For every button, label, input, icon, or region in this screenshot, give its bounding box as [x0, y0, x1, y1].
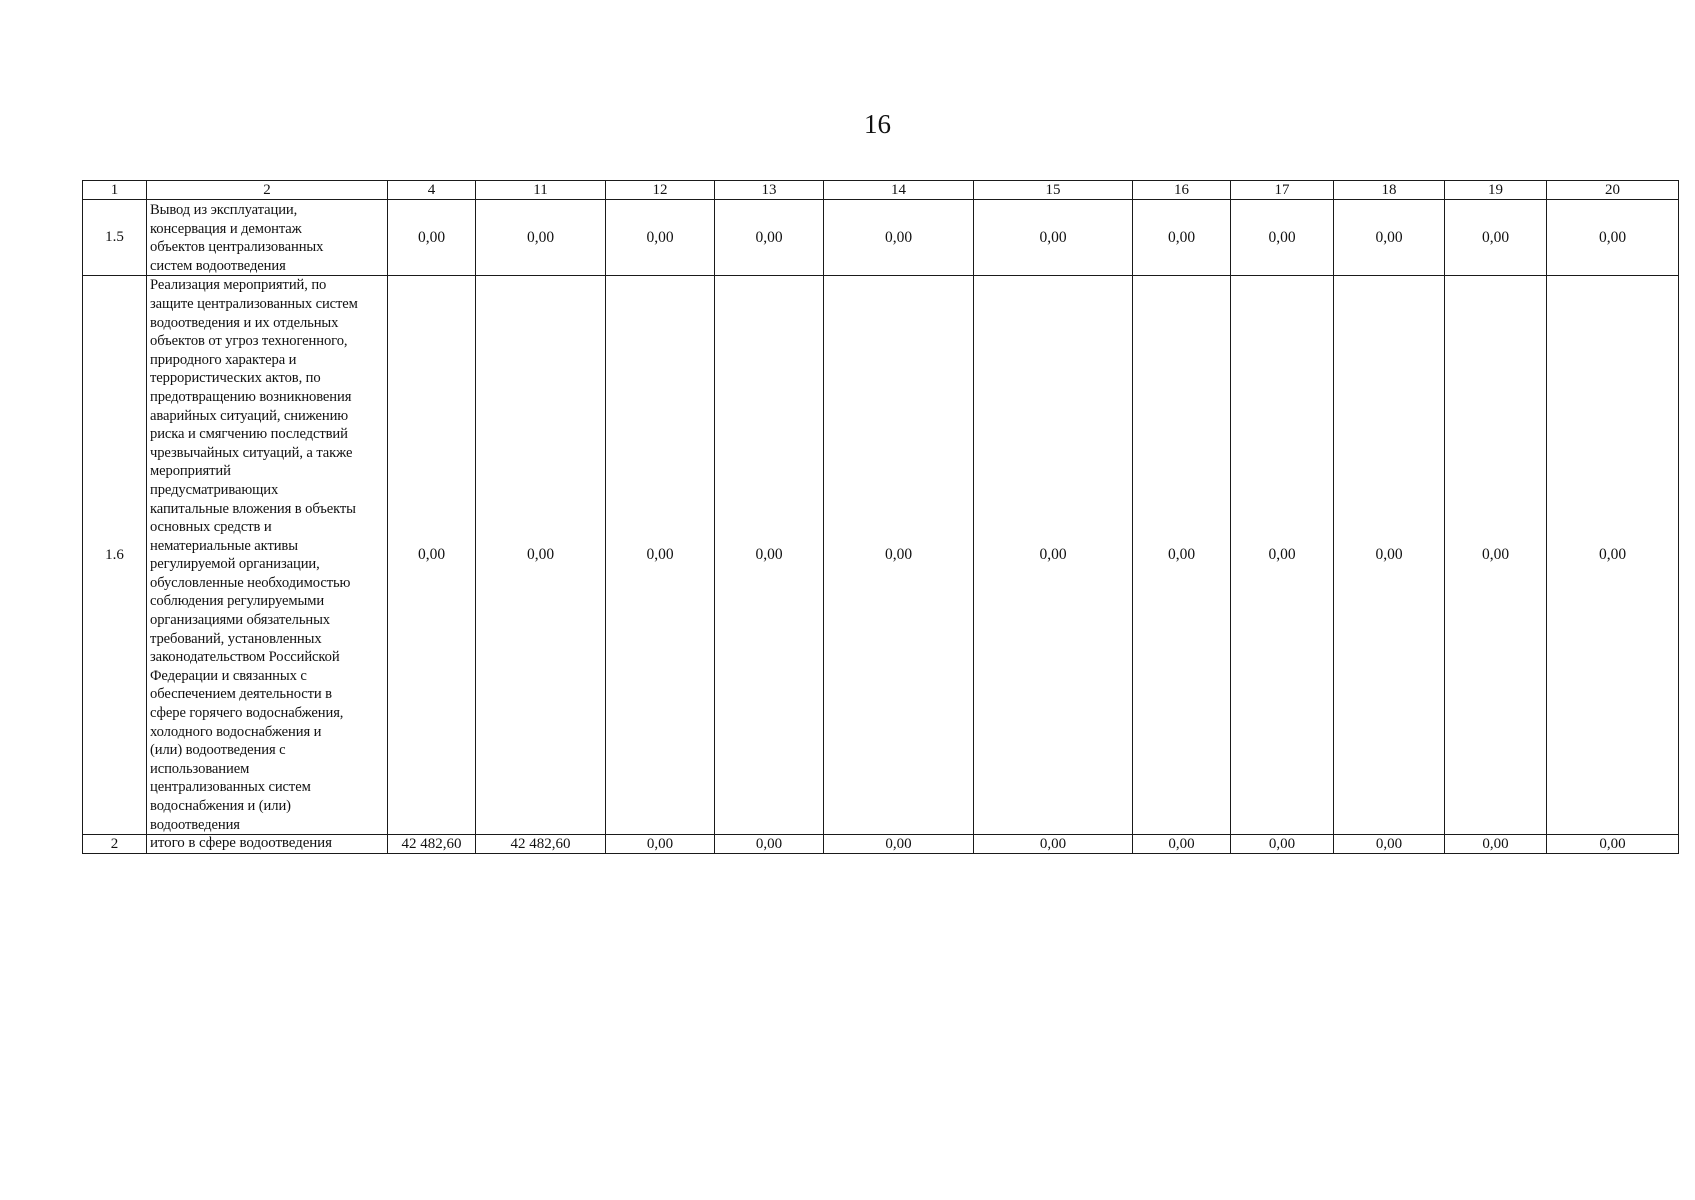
column-header: 2: [147, 181, 388, 200]
row-description: итого в сфере водоотведения: [147, 835, 388, 854]
value-cell: 0,00: [1547, 200, 1679, 276]
value-cell: 0,00: [1334, 835, 1445, 854]
table-row: [83, 276, 1679, 835]
value-cell: 0,00: [1133, 200, 1231, 276]
value-cell: 0,00: [824, 276, 974, 835]
value-cell: 0,00: [1231, 276, 1334, 835]
header-row: [83, 181, 1679, 200]
value-cell: 0,00: [1334, 200, 1445, 276]
value-cell: 42 482,60: [388, 835, 476, 854]
value-cell: 0,00: [388, 276, 476, 835]
value-cell: 0,00: [1547, 276, 1679, 835]
row-number: 1.6: [83, 276, 147, 835]
value-cell: 0,00: [824, 200, 974, 276]
column-header: 14: [824, 181, 974, 200]
value-cell: 0,00: [974, 835, 1133, 854]
column-header: 16: [1133, 181, 1231, 200]
column-header: 15: [974, 181, 1133, 200]
investment-table: [82, 180, 1679, 854]
column-header: 17: [1231, 181, 1334, 200]
value-cell: 0,00: [974, 276, 1133, 835]
column-header: 19: [1445, 181, 1547, 200]
value-cell: 0,00: [476, 200, 606, 276]
column-header: 11: [476, 181, 606, 200]
table-row: [83, 200, 1679, 276]
value-cell: 0,00: [1547, 835, 1679, 854]
column-header: 20: [1547, 181, 1679, 200]
value-cell: 0,00: [715, 276, 824, 835]
value-cell: 0,00: [1334, 276, 1445, 835]
value-cell: 0,00: [824, 835, 974, 854]
total-row: [83, 835, 1679, 854]
value-cell: 0,00: [606, 835, 715, 854]
value-cell: 0,00: [1231, 835, 1334, 854]
row-description: Вывод из эксплуатации, консервация и демонтаж объектов централизованных систем водоотведения: [147, 200, 388, 276]
value-cell: 0,00: [476, 276, 606, 835]
row-number: 2: [83, 835, 147, 854]
value-cell: 0,00: [1133, 835, 1231, 854]
value-cell: 0,00: [1231, 200, 1334, 276]
column-header: 4: [388, 181, 476, 200]
value-cell: 0,00: [388, 200, 476, 276]
value-cell: 0,00: [1445, 200, 1547, 276]
value-cell: 0,00: [715, 200, 824, 276]
value-cell: 0,00: [1133, 276, 1231, 835]
value-cell: 42 482,60: [476, 835, 606, 854]
value-cell: 0,00: [606, 276, 715, 835]
value-cell: 0,00: [974, 200, 1133, 276]
column-header: 13: [715, 181, 824, 200]
row-description: Реализация мероприятий, по защите централизованных систем водоотведения и их отдельных объектов от угроз техногенного, природного характера и террористических актов, по предотвращению возникновения аварийных ситуаций, снижению риска и смягчению последствий чрезвычайных ситуаций, а также мероприятий предусматривающих капитальные вложения в объекты основных средств и нематериальные активы регулируемой организации, обусловленные необходимостью соблюдения регулируемыми организациями обязательных требований, установленных законодательством Российской Федерации и связанных с обеспечением деятельности в сфере горячего водоснабжения, холодного водоснабжения и (или) водоотведения с использованием централизованных систем водоснабжения и (или) водоотведения: [147, 276, 388, 835]
value-cell: 0,00: [606, 200, 715, 276]
column-header: 12: [606, 181, 715, 200]
value-cell: 0,00: [715, 835, 824, 854]
column-header: 1: [83, 181, 147, 200]
row-number: 1.5: [83, 200, 147, 276]
value-cell: 0,00: [1445, 276, 1547, 835]
value-cell: 0,00: [1445, 835, 1547, 854]
page-number: 16: [864, 109, 891, 139]
column-header: 18: [1334, 181, 1445, 200]
